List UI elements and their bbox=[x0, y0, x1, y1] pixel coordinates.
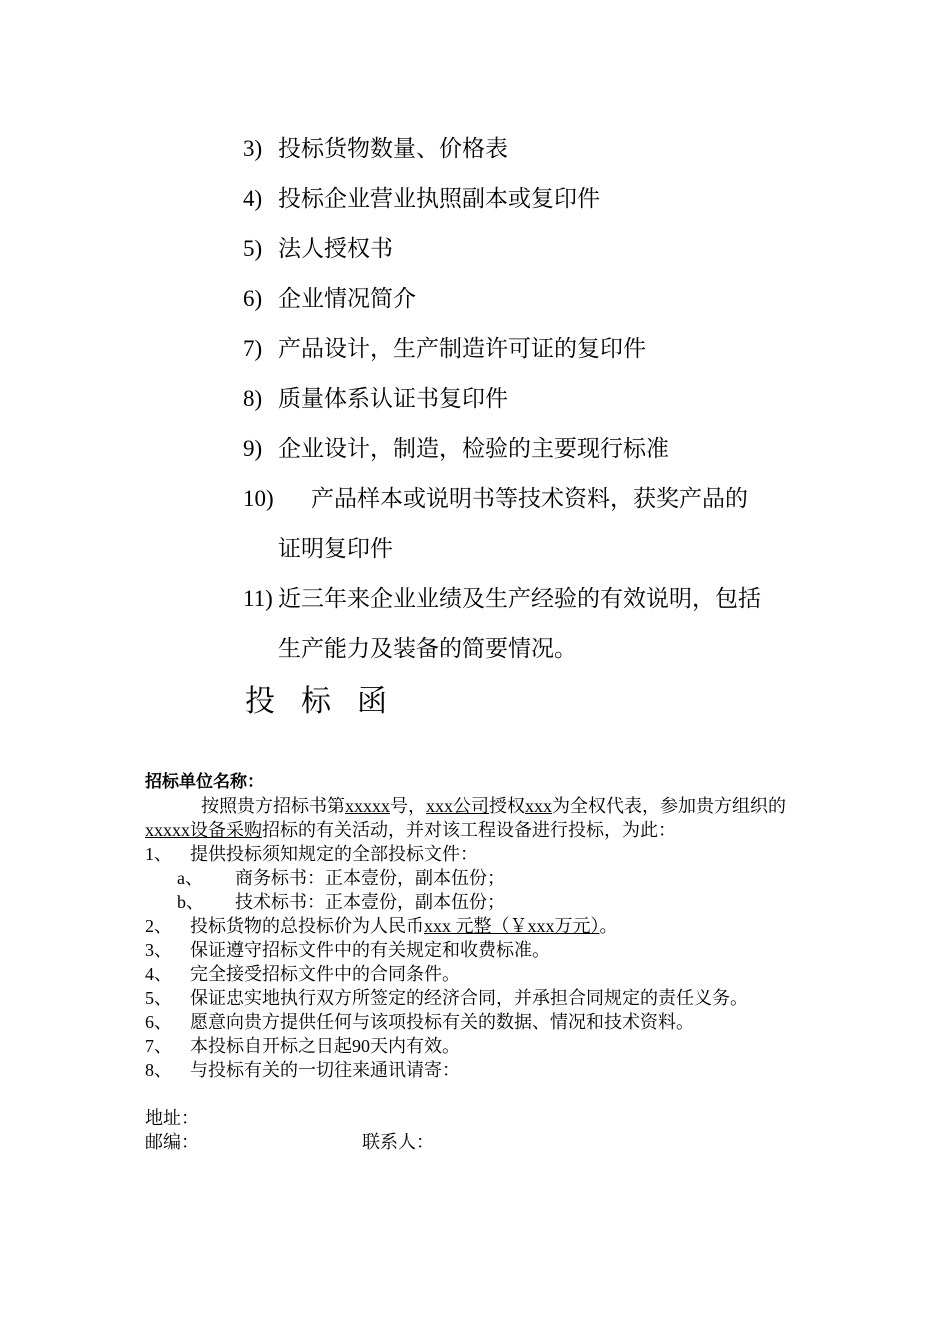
item-number: 8) bbox=[243, 386, 263, 411]
item-text: 近三年来企业业绩及生产经验的有效说明，包括 bbox=[278, 586, 761, 612]
item-text: 投标货物数量、价格表 bbox=[278, 136, 508, 162]
address-label: 地址： bbox=[145, 1108, 199, 1128]
item-number: 4) bbox=[243, 186, 263, 211]
sub-clause-item: b、 技术标书：正本壹份，副本伍份； bbox=[177, 892, 505, 912]
item-number: 11) bbox=[243, 586, 273, 611]
clause-item: 4、 完全接受招标文件中的合同条件。 bbox=[145, 964, 460, 984]
list-item bbox=[243, 578, 813, 628]
item-text: 产品设计，生产制造许可证的复印件 bbox=[278, 336, 646, 362]
postcode-label: 邮编： bbox=[145, 1132, 199, 1152]
spacer bbox=[145, 1082, 815, 1106]
list-item bbox=[243, 228, 813, 278]
clause-item: 8、 与投标有关的一切往来通讯请寄： bbox=[145, 1060, 460, 1080]
item-text: 法人授权书 bbox=[278, 236, 393, 262]
clause-item: 3、 保证遵守招标文件中的有关规定和收费标准。 bbox=[145, 940, 550, 960]
item-text: 投标企业营业执照副本或复印件 bbox=[278, 186, 600, 212]
intro-paragraph: 按照贵方招标书第xxxxx号，xxx公司授权xxx为全权代表，参加贵方组织的xxxxx设备采购招标的有关活动，并对该工程设备进行投标，为此： bbox=[145, 796, 786, 840]
bid-letter bbox=[145, 770, 815, 1154]
item-text-continuation: 证明复印件 bbox=[278, 536, 393, 562]
item-number: 10) bbox=[243, 486, 274, 511]
attachment-list bbox=[243, 128, 813, 678]
clause-item: 5、 保证忠实地执行双方所签定的经济合同，并承担合同规定的责任义务。 bbox=[145, 988, 748, 1008]
item-number: 7) bbox=[243, 336, 263, 361]
sub-clause-item: a、 商务标书：正本壹份，副本伍份； bbox=[177, 868, 505, 888]
document-title: 投标函 bbox=[245, 684, 413, 719]
list-item bbox=[243, 428, 813, 478]
list-item bbox=[243, 378, 813, 428]
list-item bbox=[243, 178, 813, 228]
item-text: 企业情况简介 bbox=[278, 286, 416, 312]
list-item bbox=[243, 328, 813, 378]
item-text: 企业设计，制造，检验的主要现行标准 bbox=[278, 436, 669, 462]
item-text-continuation: 生产能力及装备的简要情况。 bbox=[278, 636, 577, 662]
clause-item: 6、 愿意向贵方提供任何与该项投标有关的数据、情况和技术资料。 bbox=[145, 1012, 694, 1032]
item-number: 9) bbox=[243, 436, 263, 461]
clause-item: 1、 提供投标须知规定的全部投标文件： bbox=[145, 844, 478, 864]
clause-item: 2、 投标货物的总投标价为人民币xxx 元整（￥xxx万元）。 bbox=[145, 916, 618, 936]
item-number: 3) bbox=[243, 136, 263, 161]
contact-row bbox=[145, 1130, 815, 1154]
clause-item: 7、 本投标自开标之日起90天内有效。 bbox=[145, 1036, 460, 1056]
item-number: 5) bbox=[243, 236, 263, 261]
contact-person-label: 联系人： bbox=[362, 1132, 434, 1152]
item-text: 产品样本或说明书等技术资料，获奖产品的 bbox=[311, 486, 748, 512]
item-number: 6) bbox=[243, 286, 263, 311]
recipient-label: 招标单位名称： bbox=[145, 772, 264, 792]
list-item bbox=[243, 478, 813, 528]
list-item bbox=[243, 128, 813, 178]
item-text: 质量体系认证书复印件 bbox=[278, 386, 508, 412]
list-item bbox=[243, 278, 813, 328]
